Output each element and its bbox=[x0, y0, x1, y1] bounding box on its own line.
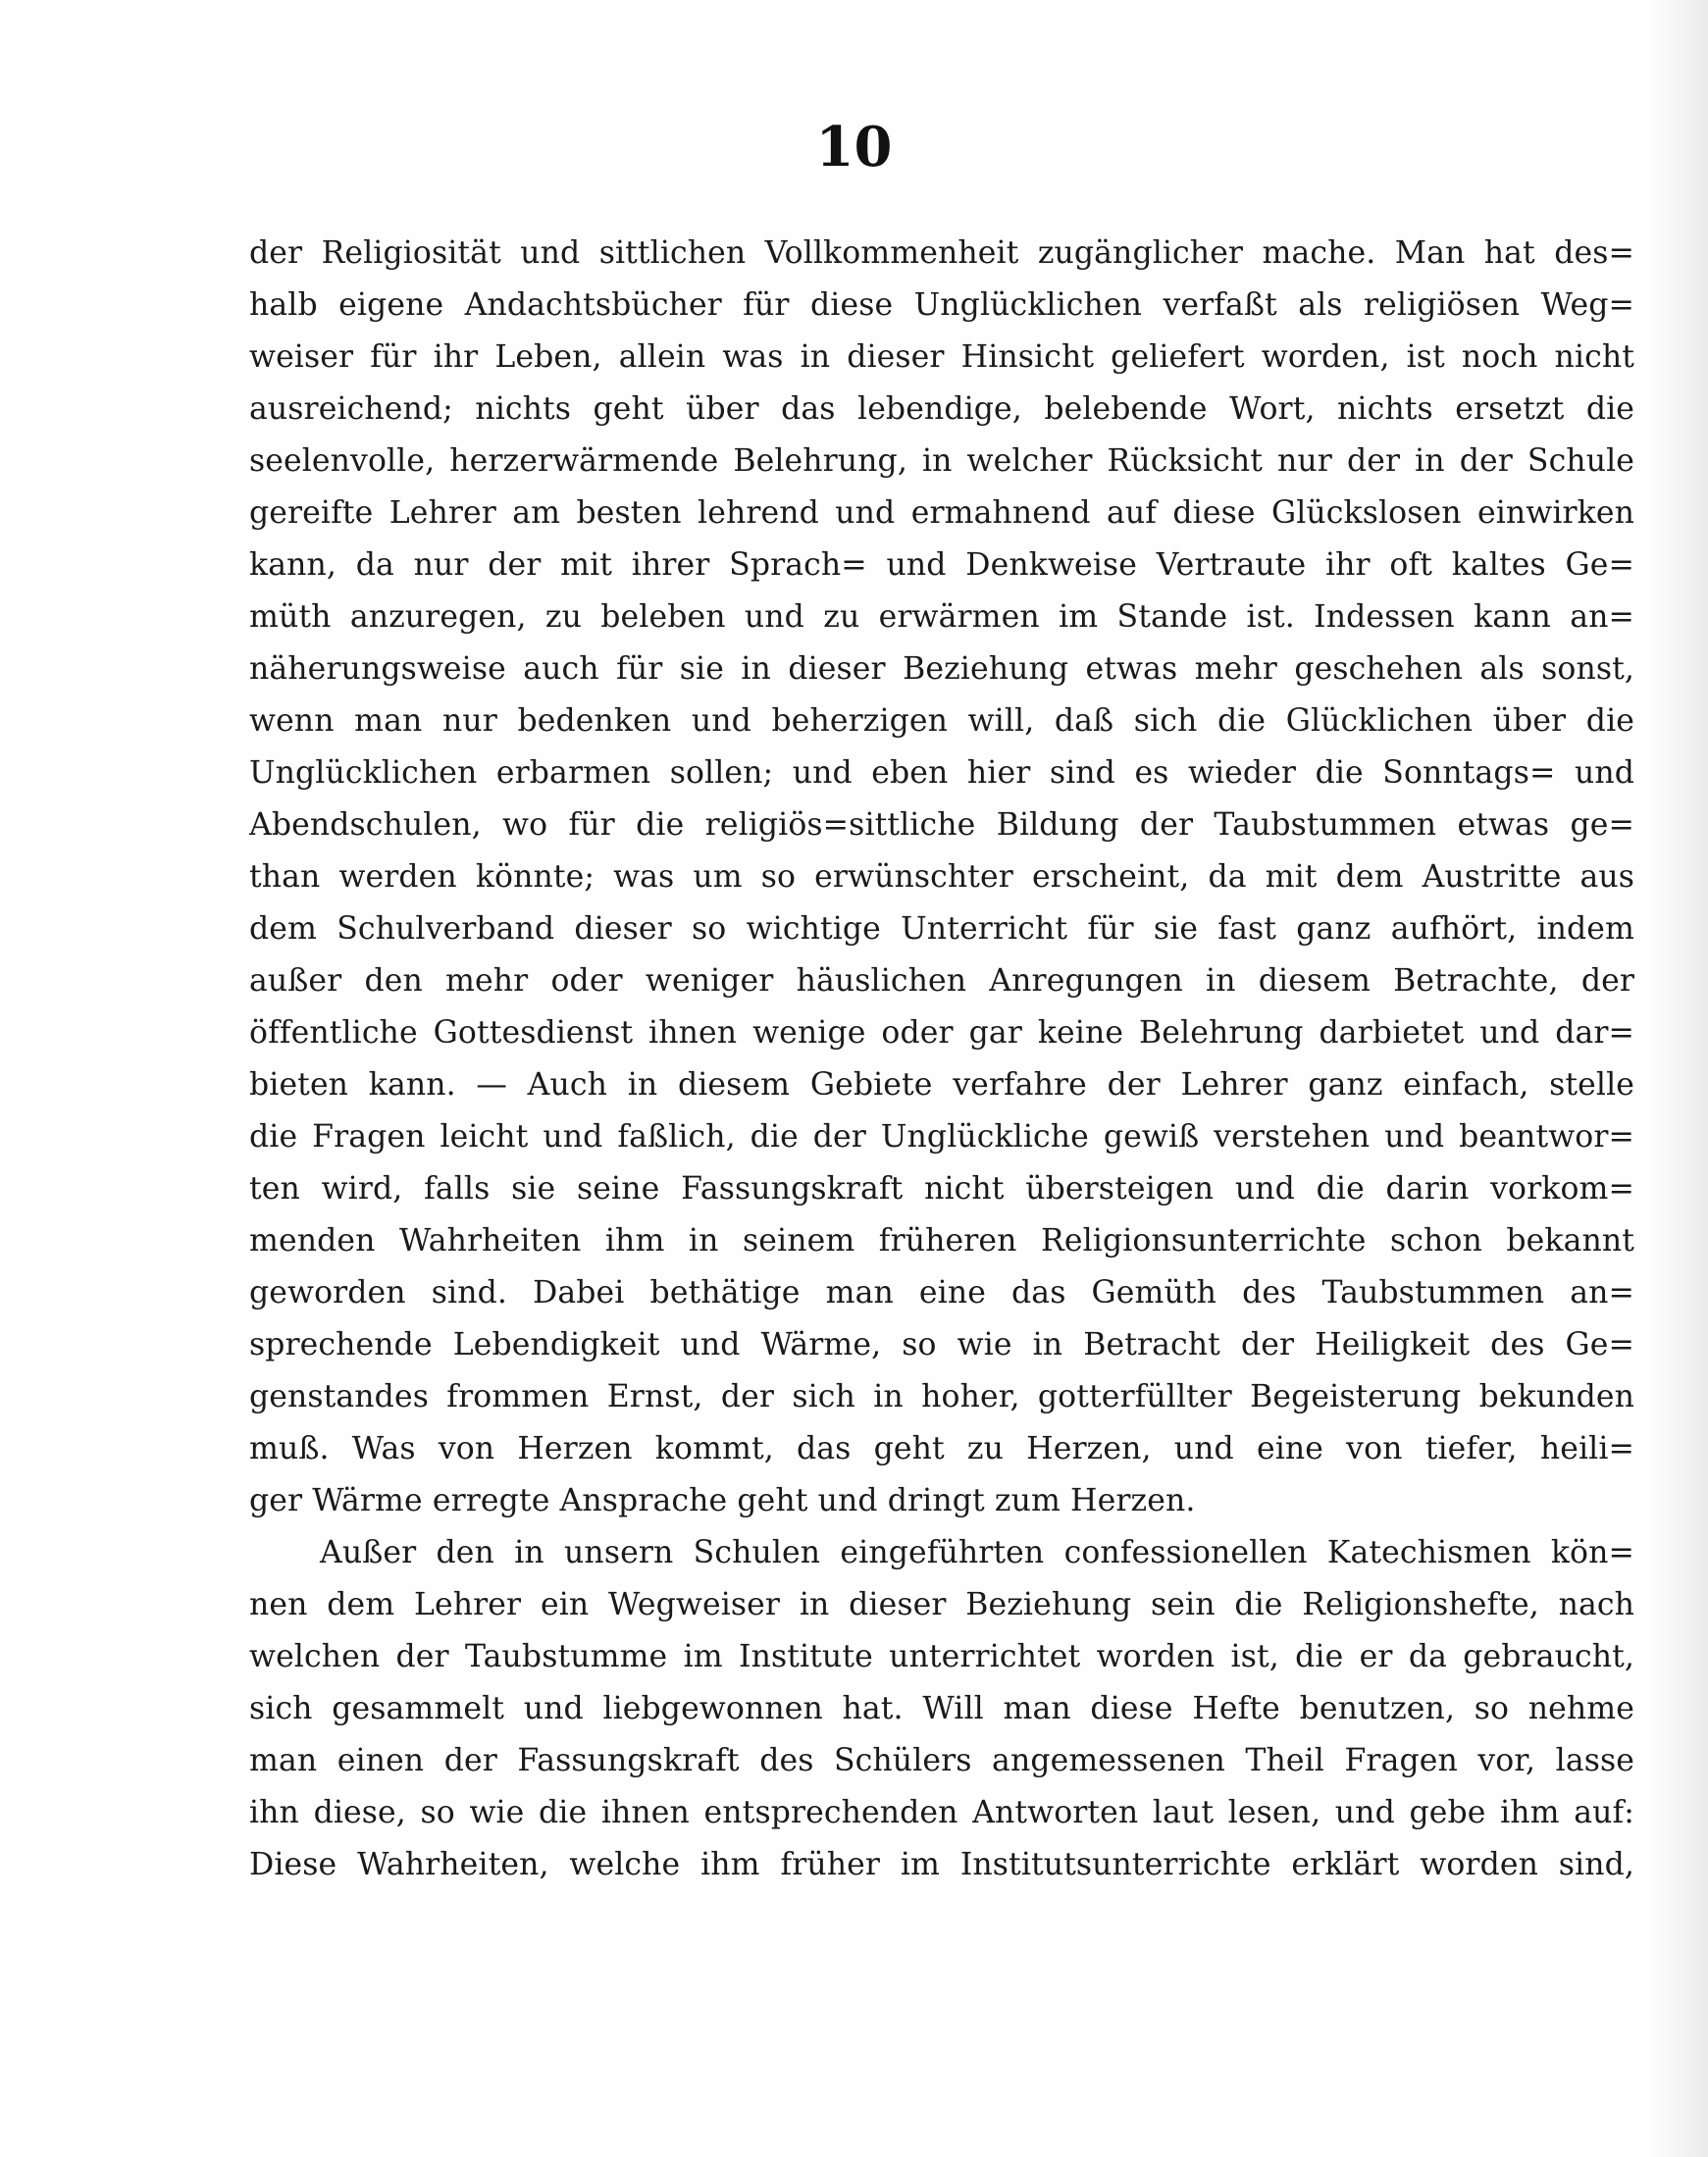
text-line: geworden sind. Dabei bethätige man eine das Gemüth des Taubstummen an= bbox=[249, 1275, 1634, 1310]
text-line: sprechende Lebendigkeit und Wärme, so wie in Betracht der Heiligkeit des Ge= bbox=[249, 1327, 1634, 1362]
text-line: Abendschulen, wo für die religiös=sittliche Bildung der Taubstummen etwas ge= bbox=[249, 807, 1634, 843]
text-line: näherungsweise auch für sie in dieser Beziehung etwas mehr geschehen als sonst, bbox=[249, 651, 1634, 687]
text-line: dem Schulverband dieser so wichtige Unterricht für sie fast ganz aufhört, indem bbox=[249, 911, 1634, 947]
text-line: ten wird, falls sie seine Fassungskraft nicht übersteigen und die darin vorkom= bbox=[249, 1171, 1634, 1207]
text-line: Unglücklichen erbarmen sollen; und eben hier sind es wieder die Sonntags= und bbox=[249, 755, 1634, 791]
text-line: menden Wahrheiten ihm in seinem früheren Religionsunterrichte schon bekannt bbox=[249, 1223, 1634, 1258]
text-line-paragraph-end: ger Wärme erregte Ansprache geht und dringt zum Herzen. bbox=[249, 1483, 1196, 1518]
text-line: ausreichend; nichts geht über das lebendige, belebende Wort, nichts ersetzt die bbox=[249, 391, 1634, 427]
page-edge-shadow bbox=[1649, 0, 1708, 2157]
text-line: außer den mehr oder weniger häuslichen Anregungen in diesem Betrachte, der bbox=[249, 963, 1634, 999]
page-number: 10 bbox=[815, 115, 893, 180]
text-line: nen dem Lehrer ein Wegweiser in dieser Beziehung sein die Religionshefte, nach bbox=[249, 1587, 1634, 1622]
text-line: seelenvolle, herzerwärmende Belehrung, in welcher Rücksicht nur der in der Schule bbox=[249, 443, 1634, 479]
text-line: halb eigene Andachtsbücher für diese Unglücklichen verfaßt als religiösen Weg= bbox=[249, 287, 1634, 323]
text-line: kann, da nur der mit ihrer Sprach= und Denkweise Vertraute ihr oft kaltes Ge= bbox=[249, 547, 1634, 583]
text-line: welchen der Taubstumme im Institute unterrichtet worden ist, die er da gebraucht, bbox=[249, 1639, 1634, 1674]
text-line: sich gesammelt und liebgewonnen hat. Will man diese Hefte benutzen, so nehme bbox=[249, 1691, 1634, 1726]
body-text bbox=[249, 228, 1634, 1891]
text-line: die Fragen leicht und faßlich, die der Unglückliche gewiß verstehen und beantwor= bbox=[249, 1119, 1634, 1155]
text-line: müth anzuregen, zu beleben und zu erwärmen im Stande ist. Indessen kann an= bbox=[249, 599, 1634, 635]
text-line: der Religiosität und sittlichen Vollkommenheit zugänglicher mache. Man hat des= bbox=[249, 235, 1634, 271]
text-line: gereifte Lehrer am besten lehrend und ermahnend auf diese Glückslosen einwirken bbox=[249, 495, 1634, 531]
text-line: man einen der Fassungskraft des Schülers angemessenen Theil Fragen vor, lasse bbox=[249, 1743, 1634, 1778]
text-line: genstandes frommen Ernst, der sich in hoher, gotterfüllter Begeisterung bekunden bbox=[249, 1379, 1634, 1414]
text-line: bieten kann. — Auch in diesem Gebiete verfahre der Lehrer ganz einfach, stelle bbox=[249, 1067, 1634, 1103]
text-line: öffentliche Gottesdienst ihnen wenige oder gar keine Belehrung darbietet und dar= bbox=[249, 1015, 1634, 1051]
text-line: wenn man nur bedenken und beherzigen will, daß sich die Glücklichen über die bbox=[249, 703, 1634, 739]
text-line: ihn diese, so wie die ihnen entsprechenden Antworten laut lesen, und gebe ihm auf: bbox=[249, 1795, 1634, 1830]
text-line: Diese Wahrheiten, welche ihm früher im Institutsunterrichte erklärt worden sind, bbox=[249, 1847, 1634, 1882]
text-line: than werden könnte; was um so erwünschter erscheint, da mit dem Austritte aus bbox=[249, 859, 1634, 895]
text-line: weiser für ihr Leben, allein was in dieser Hinsicht geliefert worden, ist noch nicht bbox=[249, 339, 1634, 375]
text-line-paragraph-start: Außer den in unsern Schulen eingeführten confessionellen Katechismen kön= bbox=[320, 1535, 1634, 1570]
text-line: muß. Was von Herzen kommt, das geht zu Herzen, und eine von tiefer, heili= bbox=[249, 1431, 1634, 1466]
